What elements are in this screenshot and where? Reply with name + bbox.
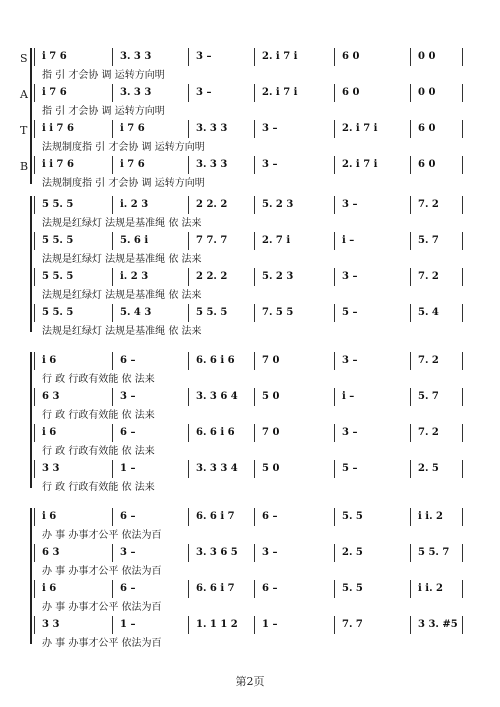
part-label: B [20, 160, 29, 173]
barline [112, 196, 113, 214]
barline [34, 544, 35, 562]
measure-notes: 5 0 [262, 463, 280, 474]
barline [462, 304, 463, 322]
barline [462, 232, 463, 250]
barline [112, 388, 113, 406]
lyric-line: 法规是红绿灯 法规是基准绳 依 法来 [42, 254, 202, 265]
part-label: A [20, 88, 28, 101]
measure-notes: 2. 5 [418, 463, 439, 474]
measure-notes: 5 5. 7 [418, 547, 450, 558]
measure-notes: 5 – [342, 307, 358, 318]
measure-notes: 6. 6 i 6 [196, 427, 235, 438]
barline [112, 508, 113, 526]
barline [254, 544, 255, 562]
measure-notes: i – [342, 235, 355, 246]
barline [462, 84, 463, 102]
measure-notes: i 6 [42, 583, 57, 594]
barline [462, 388, 463, 406]
measure-notes: i 7 6 [120, 123, 145, 134]
barline [462, 424, 463, 442]
measure-notes: 2. i 7 i [342, 123, 378, 134]
measure-notes: 6 – [120, 583, 136, 594]
measure-notes: 7 7. 7 [196, 235, 228, 246]
barline [254, 460, 255, 478]
measure-notes: 5 5. 5 [42, 307, 74, 318]
barline [34, 508, 35, 526]
lyric-line: 办 事 办事才公平 依法为百 [42, 530, 162, 541]
measure-notes: 3 – [262, 547, 278, 558]
barline [410, 48, 411, 66]
system-bracket [30, 196, 32, 332]
barline [112, 232, 113, 250]
barline [34, 120, 35, 138]
measure-notes: 6 – [120, 511, 136, 522]
lyric-line: 法规制度指 引 才会协 调 运转方向明 [42, 178, 205, 189]
barline [254, 232, 255, 250]
barline [254, 352, 255, 370]
measure-notes: 5. 7 [418, 235, 439, 246]
measure-notes: 3 – [262, 123, 278, 134]
barline [188, 304, 189, 322]
system-bracket [30, 508, 32, 644]
measure-notes: 0 0 [418, 51, 436, 62]
barline [188, 424, 189, 442]
measure-notes: 7. 2 [418, 427, 439, 438]
lyric-line: 行 政 行政有效能 依 法来 [42, 410, 155, 421]
measure-notes: 3 3. #5 [418, 619, 458, 630]
barline [188, 460, 189, 478]
measure-notes: i 6 [42, 511, 57, 522]
barline [410, 580, 411, 598]
barline [112, 304, 113, 322]
measure-notes: 2. 5 [342, 547, 363, 558]
measure-notes: i i 7 6 [42, 159, 74, 170]
measure-notes: 3. 3 6 4 [196, 391, 238, 402]
barline [188, 156, 189, 174]
barline [334, 156, 335, 174]
barline [34, 48, 35, 66]
measure-notes: i 7 6 [42, 87, 67, 98]
barline [410, 232, 411, 250]
barline [410, 156, 411, 174]
barline [112, 48, 113, 66]
measure-notes: 7. 2 [418, 271, 439, 282]
measure-notes: 6 0 [342, 51, 360, 62]
barline [34, 352, 35, 370]
measure-notes: i 6 [42, 427, 57, 438]
part-label: S [20, 52, 28, 65]
barline [112, 352, 113, 370]
barline [462, 156, 463, 174]
barline [34, 460, 35, 478]
barline [254, 616, 255, 634]
measure-notes: 6 – [262, 583, 278, 594]
measure-notes: 5 5. 5 [196, 307, 228, 318]
barline [34, 304, 35, 322]
barline [34, 268, 35, 286]
measure-notes: 1. 1 1 2 [196, 619, 238, 630]
measure-notes: 5 5. 5 [42, 199, 74, 210]
barline [462, 544, 463, 562]
barline [112, 424, 113, 442]
measure-notes: 3 3 [42, 463, 60, 474]
lyric-line: 法规是红绿灯 法规是基准绳 依 法来 [42, 290, 202, 301]
barline [254, 120, 255, 138]
barline [112, 84, 113, 102]
measure-notes: 3 – [196, 51, 212, 62]
lyric-line: 指 引 才会协 调 运转方向明 [42, 106, 165, 117]
measure-notes: i i 7 6 [42, 123, 74, 134]
measure-notes: 7 0 [262, 355, 280, 366]
barline [112, 120, 113, 138]
measure-notes: 2. i 7 i [262, 87, 298, 98]
measure-notes: 6 0 [418, 123, 436, 134]
measure-notes: 2 2. 2 [196, 271, 228, 282]
measure-notes: 5 – [342, 463, 358, 474]
measure-notes: 2. 7 i [262, 235, 291, 246]
barline [188, 616, 189, 634]
barline [112, 460, 113, 478]
barline [254, 304, 255, 322]
measure-notes: 3 – [342, 427, 358, 438]
barline [254, 268, 255, 286]
lyric-line: 办 事 办事才公平 依法为百 [42, 638, 162, 649]
measure-notes: 3 – [342, 271, 358, 282]
barline [34, 580, 35, 598]
measure-notes: 6 3 [42, 547, 60, 558]
measure-notes: 5. 4 [418, 307, 439, 318]
barline [188, 84, 189, 102]
barline [188, 388, 189, 406]
barline [462, 48, 463, 66]
barline [334, 580, 335, 598]
barline [462, 268, 463, 286]
lyric-line: 办 事 办事才公平 依法为百 [42, 602, 162, 613]
barline [334, 388, 335, 406]
barline [188, 196, 189, 214]
barline [112, 156, 113, 174]
barline [410, 616, 411, 634]
barline [188, 120, 189, 138]
barline [462, 508, 463, 526]
measure-notes: 7. 2 [418, 199, 439, 210]
lyric-line: 法规是红绿灯 法规是基准绳 依 法来 [42, 326, 202, 337]
barline [334, 616, 335, 634]
measure-notes: 3 – [262, 159, 278, 170]
measure-notes: 3. 3 3 4 [196, 463, 238, 474]
barline [334, 304, 335, 322]
measure-notes: i 7 6 [120, 159, 145, 170]
system-bracket [30, 352, 32, 488]
barline [462, 460, 463, 478]
barline [334, 460, 335, 478]
barline [34, 196, 35, 214]
barline [34, 84, 35, 102]
measure-notes: 2. i 7 i [342, 159, 378, 170]
barline [254, 388, 255, 406]
part-label: T [20, 124, 28, 137]
barline [34, 232, 35, 250]
measure-notes: 3. 3 3 [196, 159, 228, 170]
measure-notes: 5 5. 5 [42, 235, 74, 246]
measure-notes: 6 0 [342, 87, 360, 98]
measure-notes: 7. 7 [342, 619, 363, 630]
measure-notes: 5. 4 3 [120, 307, 152, 318]
barline [254, 156, 255, 174]
measure-notes: 3 – [120, 547, 136, 558]
barline [410, 352, 411, 370]
barline [410, 84, 411, 102]
barline [188, 508, 189, 526]
measure-notes: 1 – [120, 463, 136, 474]
measure-notes: i – [342, 391, 355, 402]
measure-notes: 5 5. 5 [42, 271, 74, 282]
barline [334, 232, 335, 250]
barline [334, 424, 335, 442]
page-footer: 第2页 [235, 675, 265, 688]
measure-notes: 1 – [262, 619, 278, 630]
barline [334, 196, 335, 214]
barline [410, 268, 411, 286]
measure-notes: 6 – [120, 427, 136, 438]
barline [34, 616, 35, 634]
measure-notes: 3 – [120, 391, 136, 402]
measure-notes: i 7 6 [42, 51, 67, 62]
barline [254, 84, 255, 102]
barline [410, 120, 411, 138]
barline [462, 196, 463, 214]
barline [462, 352, 463, 370]
barline [410, 508, 411, 526]
barline [254, 196, 255, 214]
lyric-line: 行 政 行政有效能 依 法来 [42, 374, 155, 385]
measure-notes: 1 – [120, 619, 136, 630]
barline [334, 544, 335, 562]
barline [334, 268, 335, 286]
measure-notes: 6. 6 i 7 [196, 583, 235, 594]
barline [410, 460, 411, 478]
barline [188, 268, 189, 286]
barline [462, 120, 463, 138]
lyric-line: 法规是红绿灯 法规是基准绳 依 法来 [42, 218, 202, 229]
barline [254, 508, 255, 526]
barline [188, 580, 189, 598]
measure-notes: 6 0 [418, 159, 436, 170]
barline [410, 304, 411, 322]
measure-notes: 7. 5 5 [262, 307, 294, 318]
measure-notes: 7. 2 [418, 355, 439, 366]
barline [112, 616, 113, 634]
measure-notes: 5. 5 [342, 583, 363, 594]
measure-notes: 5 0 [262, 391, 280, 402]
barline [254, 424, 255, 442]
barline [112, 268, 113, 286]
system-bracket [30, 48, 32, 184]
measure-notes: 0 0 [418, 87, 436, 98]
measure-notes: 3 – [196, 87, 212, 98]
measure-notes: 2 2. 2 [196, 199, 228, 210]
measure-notes: i i. 2 [418, 583, 443, 594]
barline [334, 84, 335, 102]
measure-notes: 3 – [342, 199, 358, 210]
barline [112, 544, 113, 562]
measure-notes: 6. 6 i 7 [196, 511, 235, 522]
measure-notes: 6 – [262, 511, 278, 522]
measure-notes: 6. 6 i 6 [196, 355, 235, 366]
measure-notes: 7 0 [262, 427, 280, 438]
measure-notes: 6 – [120, 355, 136, 366]
measure-notes: 3. 3 3 [120, 51, 152, 62]
measure-notes: i. 2 3 [120, 199, 149, 210]
measure-notes: i i. 2 [418, 511, 443, 522]
barline [462, 616, 463, 634]
barline [334, 120, 335, 138]
measure-notes: 3 – [342, 355, 358, 366]
barline [410, 196, 411, 214]
measure-notes: 5. 2 3 [262, 271, 294, 282]
barline [254, 580, 255, 598]
lyric-line: 行 政 行政有效能 依 法来 [42, 446, 155, 457]
barline [410, 424, 411, 442]
measure-notes: 3. 3 3 [120, 87, 152, 98]
measure-notes: 5. 5 [342, 511, 363, 522]
barline [462, 580, 463, 598]
measure-notes: i 6 [42, 355, 57, 366]
barline [334, 352, 335, 370]
barline [188, 48, 189, 66]
lyric-line: 法规制度指 引 才会协 调 运转方向明 [42, 142, 205, 153]
lyric-line: 办 事 办事才公平 依法为百 [42, 566, 162, 577]
measure-notes: 3 3 [42, 619, 60, 630]
measure-notes: 3. 3 6 5 [196, 547, 238, 558]
barline [410, 388, 411, 406]
measure-notes: 5. 6 i [120, 235, 149, 246]
barline [334, 48, 335, 66]
measure-notes: 2. i 7 i [262, 51, 298, 62]
measure-notes: i. 2 3 [120, 271, 149, 282]
barline [254, 48, 255, 66]
barline [34, 156, 35, 174]
barline [112, 580, 113, 598]
measure-notes: 3. 3 3 [196, 123, 228, 134]
lyric-line: 指 引 才会协 调 运转方向明 [42, 70, 165, 81]
lyric-line: 行 政 行政有效能 依 法来 [42, 482, 155, 493]
barline [34, 424, 35, 442]
measure-notes: 6 3 [42, 391, 60, 402]
barline [188, 232, 189, 250]
barline [188, 352, 189, 370]
barline [410, 544, 411, 562]
barline [188, 544, 189, 562]
barline [334, 508, 335, 526]
barline [34, 388, 35, 406]
measure-notes: 5. 2 3 [262, 199, 294, 210]
measure-notes: 5. 7 [418, 391, 439, 402]
